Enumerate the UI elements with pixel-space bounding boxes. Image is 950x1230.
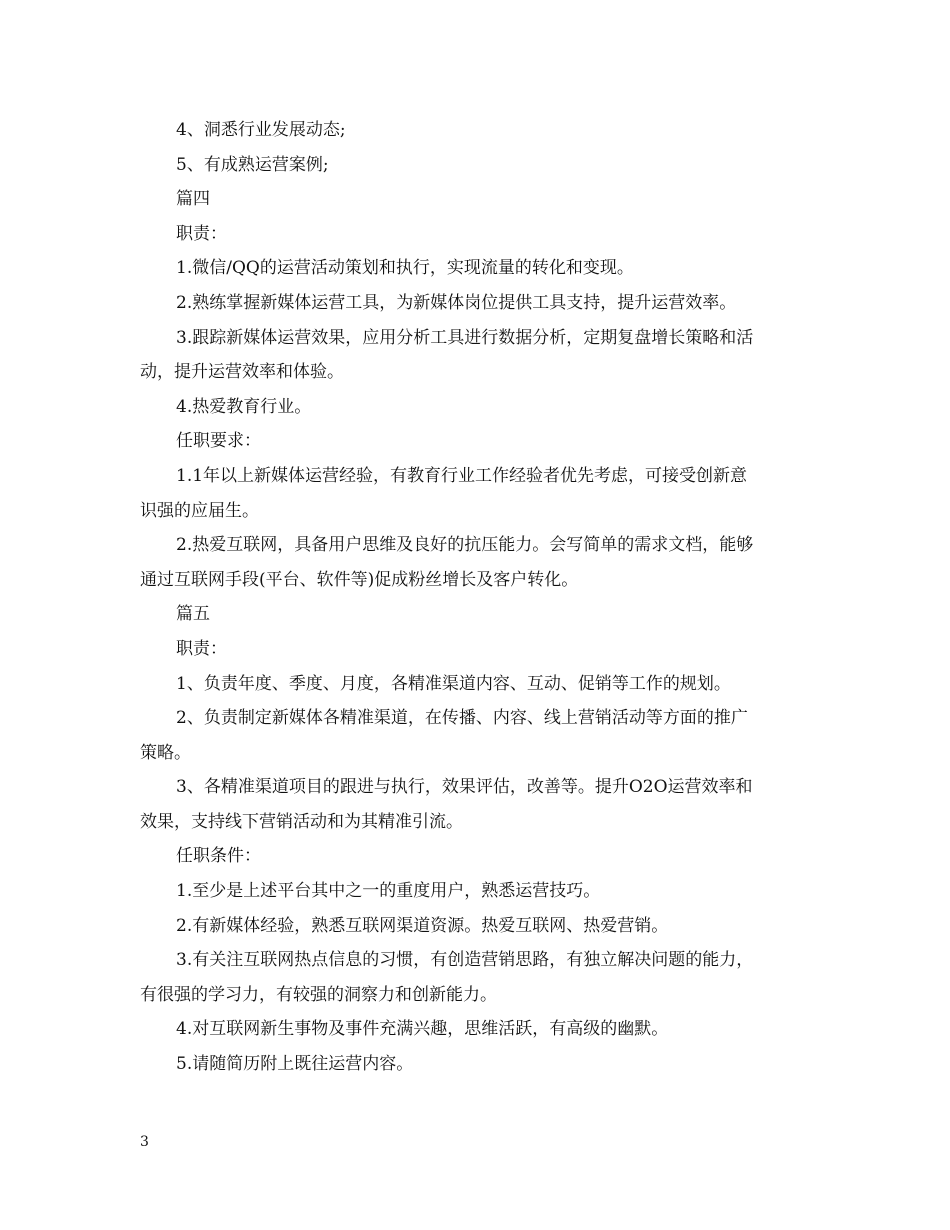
section-heading: 篇四 (176, 189, 210, 210)
text-line: 1.1年以上新媒体运营经验，有教育行业工作经验者优先考虑，可接受创新意 (176, 465, 748, 486)
text-line: 1.微信/QQ的运营活动策划和执行，实现流量的转化和变现。 (176, 258, 634, 279)
subsection-heading: 任职要求： (176, 431, 261, 452)
text-line: 2.熟练掌握新媒体运营工具，为新媒体岗位提供工具支持，提升运营效率。 (176, 292, 737, 313)
text-line: 5、有成熟运营案例; (176, 154, 329, 175)
text-line: 识强的应届生。 (140, 500, 259, 521)
subsection-heading: 职责： (176, 223, 227, 244)
text-line: 策略。 (140, 742, 191, 763)
text-line: 动，提升运营效率和体验。 (140, 362, 344, 383)
section-heading: 篇五 (176, 604, 210, 625)
subsection-heading: 职责： (176, 638, 227, 659)
text-line: 5.请随简历附上既往运营内容。 (176, 1054, 414, 1075)
text-line: 2.热爱互联网，具备用户思维及良好的抗压能力。会写简单的需求文档，能够 (176, 535, 754, 556)
text-line: 1.至少是上述平台其中之一的重度用户，熟悉运营技巧。 (176, 881, 601, 902)
text-line: 3、各精准渠道项目的跟进与执行，效果评估，改善等。提升O2O运营效率和 (176, 777, 753, 798)
subsection-heading: 任职条件： (176, 846, 261, 867)
text-line: 3.跟踪新媒体运营效果，应用分析工具进行数据分析，定期复盘增长策略和活 (176, 327, 754, 348)
text-line: 1、负责年度、季度、月度，各精准渠道内容、互动、促销等工作的规划。 (176, 673, 731, 694)
text-line: 2.有新媒体经验，熟悉互联网渠道资源。热爱互联网、热爱营销。 (176, 915, 669, 936)
text-line: 4、洞悉行业发展动态; (176, 120, 346, 140)
text-line: 2、负责制定新媒体各精准渠道，在传播、内容、线上营销活动等方面的推广 (176, 708, 748, 729)
text-line: 效果，支持线下营销活动和为其精准引流。 (140, 811, 463, 832)
text-line: 通过互联网手段(平台、软件等)促成粉丝增长及客户转化。 (140, 569, 579, 590)
text-line: 3.有关注互联网热点信息的习惯，有创造营销思路，有独立解决问题的能力， (176, 950, 754, 971)
text-line: 有很强的学习力，有较强的洞察力和创新能力。 (140, 984, 497, 1005)
document-body (140, 113, 812, 1082)
page-number: 3 (140, 1134, 149, 1150)
text-line: 4.对互联网新生事物及事件充满兴趣，思维活跃，有高级的幽默。 (176, 1019, 669, 1040)
text-line: 4.热爱教育行业。 (176, 396, 312, 417)
